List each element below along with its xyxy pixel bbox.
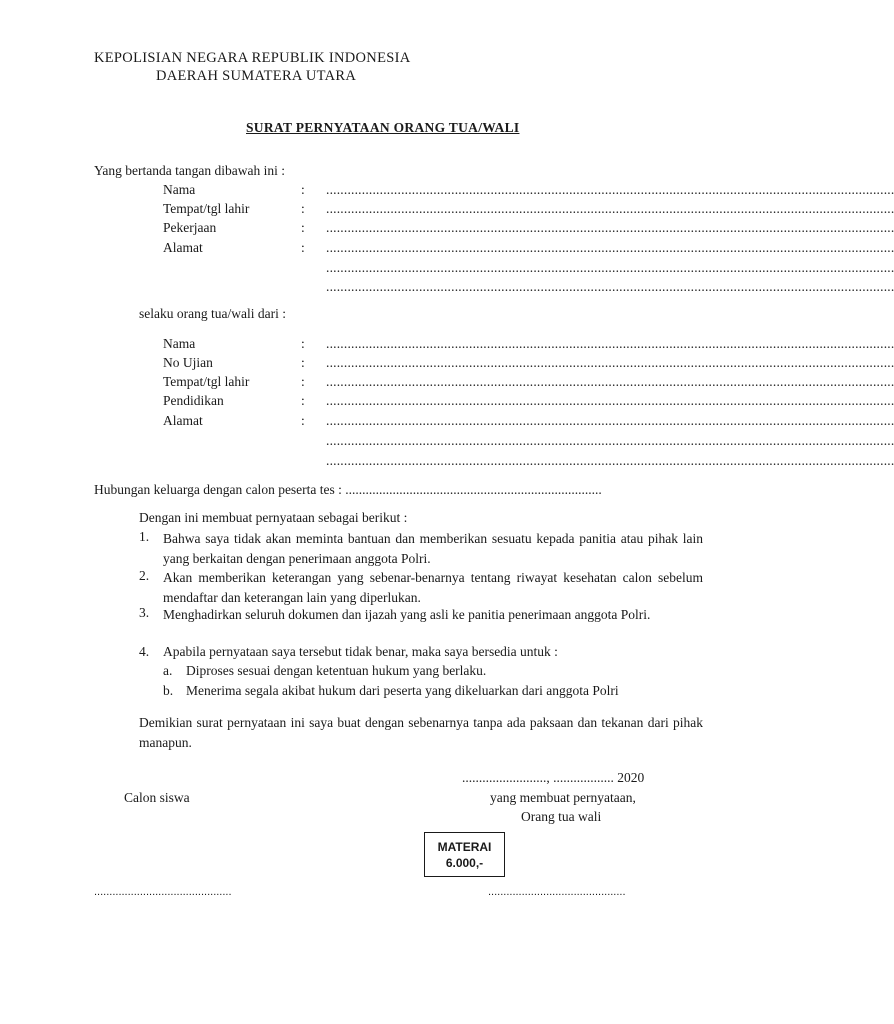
signer-right-label: yang membuat pernyataan, [490, 790, 636, 805]
signer-left-label: Calon siswa [124, 790, 190, 805]
field-dots: ............................................................................................................................................................... [326, 201, 894, 216]
field-colon: : [301, 240, 305, 255]
field-label: Nama [163, 182, 196, 197]
sub-statement-text: Diproses sesuai dengan ketentuan hukum yang berlaku. [186, 663, 487, 678]
field-dots: ............................................................................................................................................................... [326, 220, 894, 235]
intro-text: Yang bertanda tangan dibawah ini : [94, 163, 285, 178]
field-label: Alamat [163, 240, 203, 255]
signature-line-right: ............................................. [488, 886, 626, 898]
field-label: Pendidikan [163, 393, 224, 408]
field-dots: ............................................................................................................................................................... [326, 260, 894, 275]
field-colon: : [301, 336, 305, 351]
field-dots: ............................................................................................................................................................... [326, 393, 894, 408]
field-dots: ............................................................................................................................................................... [326, 374, 894, 389]
field-dots: ............................................................................................................................................................... [326, 413, 894, 428]
field-dots: ............................................................................................................................................................... [326, 279, 894, 294]
materai-stamp-box [424, 832, 505, 877]
signer-right-role: Orang tua wali [521, 809, 602, 824]
header-institution: KEPOLISIAN NEGARA REPUBLIK INDONESIA [94, 50, 411, 66]
materai-value: 6.000,- [445, 856, 484, 870]
statement-number: 4. [139, 644, 150, 659]
field-dots: ............................................................................................................................................................... [326, 355, 894, 370]
field-dots: ............................................................................................................................................................... [326, 433, 894, 448]
statement-text: Akan memberikan keterangan yang sebenar-benarnya tentang riwayat kesehatan calon sebelum mendaftar dan keterangan lain yang diperlukan. [163, 570, 703, 605]
statement-intro: Dengan ini membuat pernyataan sebagai berikut : [139, 510, 408, 525]
statement-number: 2. [139, 568, 150, 583]
field-dots: ............................................................................................................................................................... [326, 240, 894, 255]
sub-statement-text: Menerima segala akibat hukum dari peserta yang dikeluarkan dari anggota Polri [186, 683, 619, 698]
field-colon: : [301, 374, 305, 389]
statement-text: Menghadirkan seluruh dokumen dan ijazah yang asli ke panitia penerimaan anggota Polri. [163, 607, 651, 622]
field-colon: : [301, 201, 305, 216]
field-colon: : [301, 393, 305, 408]
field-colon: : [301, 220, 305, 235]
field-label: Alamat [163, 413, 203, 428]
closing-paragraph: Demikian surat pernyataan ini saya buat dengan sebenarnya tanpa ada paksaan dan tekanan dari pihak manapun. [139, 715, 703, 750]
sub-statement-letter: b. [163, 683, 174, 698]
statement-number: 3. [139, 605, 150, 620]
document-title: SURAT PERNYATAAN ORANG TUA/WALI [246, 120, 520, 135]
hubungan-line: Hubungan keluarga dengan calon peserta tes : ............................................................................ [94, 482, 602, 497]
field-dots: ............................................................................................................................................................... [326, 182, 894, 197]
header-region: DAERAH SUMATERA UTARA [156, 68, 357, 84]
statement-text: Bahwa saya tidak akan meminta bantuan dan memberikan sesuatu kepada panitia atau pihak lain yang berkaitan dengan penerimaan anggota Polri. [163, 531, 703, 566]
field-dots: ............................................................................................................................................................... [326, 336, 894, 351]
field-label: Nama [163, 336, 196, 351]
field-colon: : [301, 413, 305, 428]
field-label: Tempat/tgl lahir [163, 201, 250, 216]
selaku-text: selaku orang tua/wali dari : [139, 306, 286, 321]
field-label: No Ujian [163, 355, 213, 370]
sub-statement-letter: a. [163, 663, 173, 678]
statement-number: 1. [139, 529, 150, 544]
date-line: ........................., .................. 2020 [462, 770, 645, 785]
signature-line-left: ............................................. [94, 886, 232, 898]
field-dots: ............................................................................................................................................................... [326, 453, 894, 468]
field-colon: : [301, 355, 305, 370]
field-colon: : [301, 182, 305, 197]
field-label: Tempat/tgl lahir [163, 374, 250, 389]
statement-text: Apabila pernyataan saya tersebut tidak benar, maka saya bersedia untuk : [163, 644, 558, 659]
field-label: Pekerjaan [163, 220, 217, 235]
materai-label: MATERAI [437, 840, 492, 854]
